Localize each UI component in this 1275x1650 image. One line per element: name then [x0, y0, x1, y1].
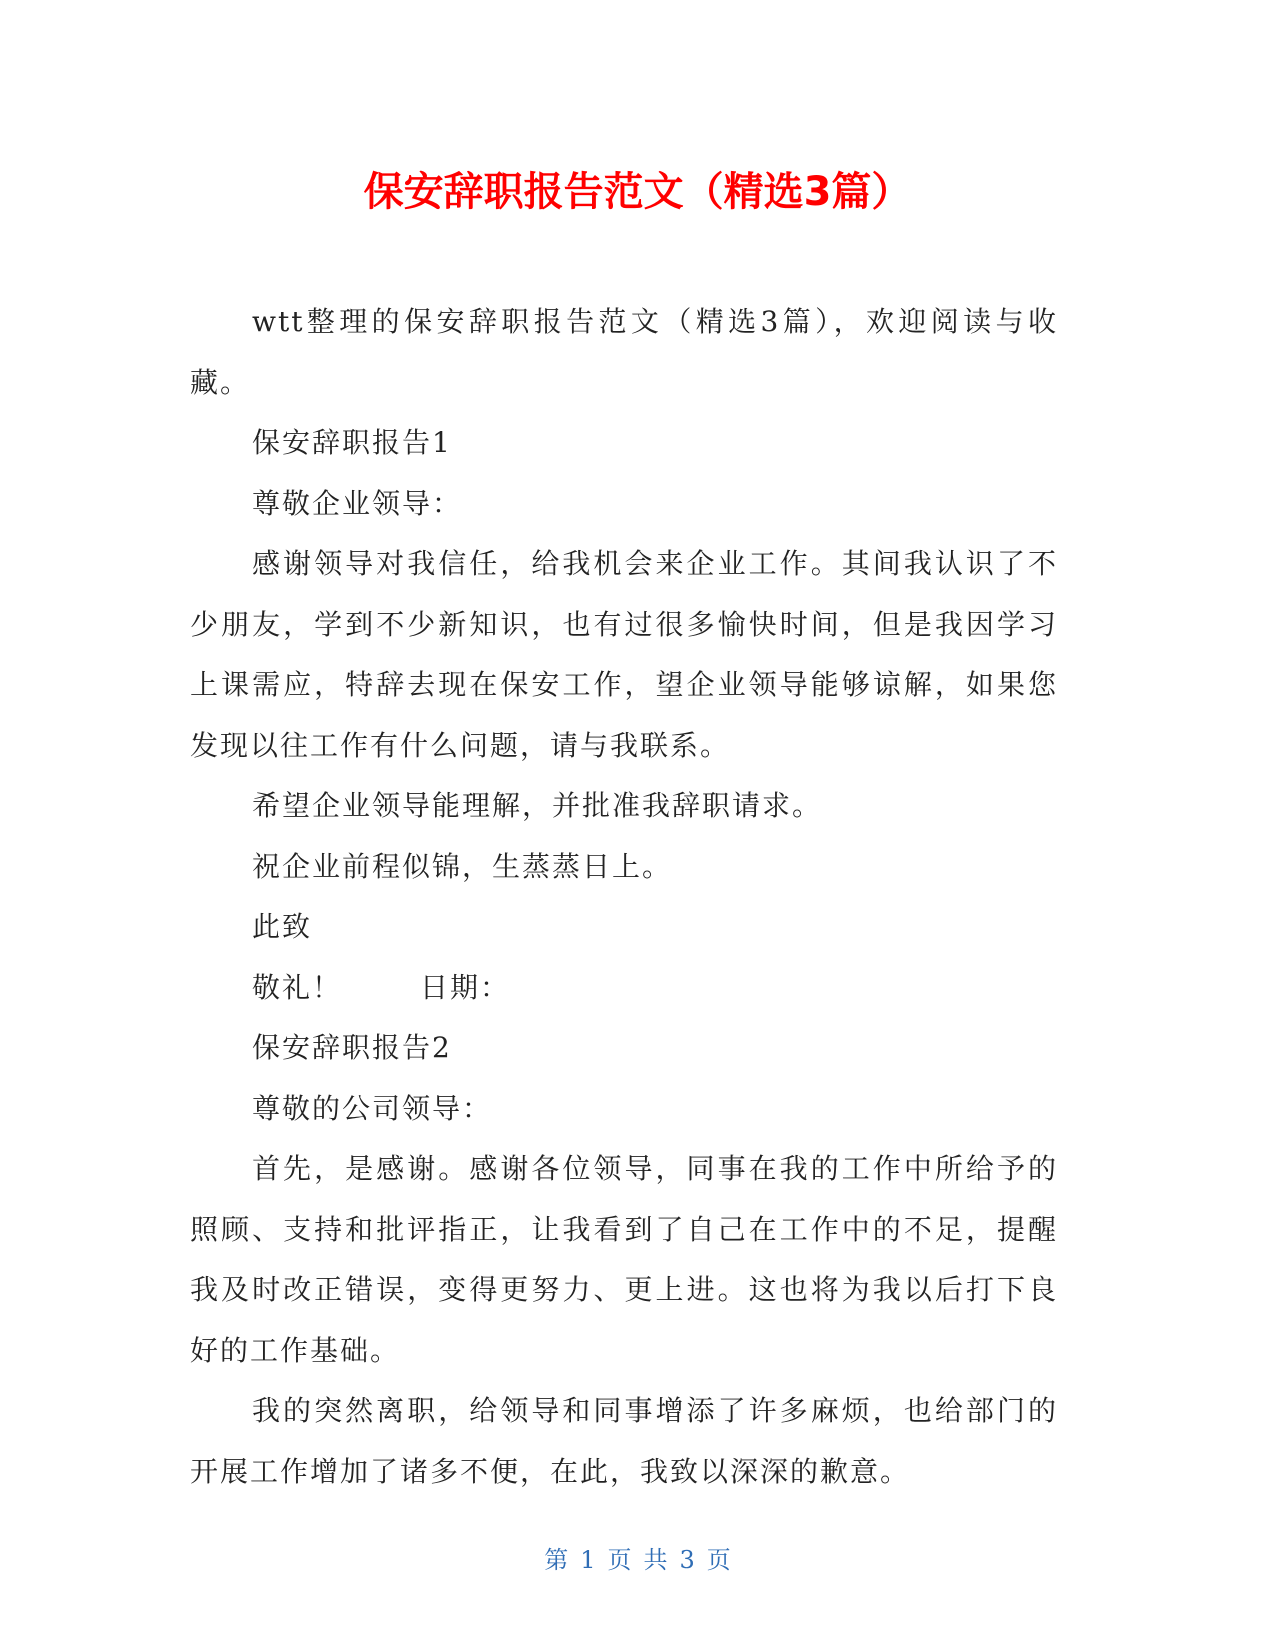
body-paragraph: 祝企业前程似锦，生蒸蒸日上。	[252, 849, 673, 883]
footer-page-current: 1	[580, 1546, 596, 1574]
date-label: 日期：	[420, 970, 511, 1004]
body-paragraph: 感谢领导对我信任，给我机会来企业工作。其间我认识了不少朋友，学到不少新知识，也有过很多愉快时间，但是我因学习上课需应，特辞去现在保安工作，望企业领导能够谅解，如果您发现以往工作有什么问题，请与我联系。	[190, 547, 1058, 762]
body-paragraph: 首先，是感谢。感谢各位领导，同事在我的工作中所给予的照顾、支持和批评指正，让我看到了自己在工作中的不足，提醒我及时改正错误，变得更努力、更上进。这也将为我以后打下良好的工作基础。	[190, 1152, 1058, 1367]
body-paragraph: 希望企业领导能理解，并批准我辞职请求。	[252, 789, 823, 822]
footer-page-mid: 页	[607, 1546, 632, 1574]
section-heading-1: 保安辞职报告1	[252, 426, 452, 459]
document-body	[190, 292, 1058, 1502]
section-heading-2: 保安辞职报告2	[252, 1031, 452, 1064]
closing-phrase: 此致	[252, 910, 313, 943]
footer-page-total: 3	[679, 1546, 695, 1574]
intro-paragraph: wtt整理的保安辞职报告范文（精选3篇），欢迎阅读与收藏。	[190, 305, 1058, 399]
footer-page-suffix: 页	[706, 1546, 731, 1574]
salutation-1: 尊敬企业领导：	[252, 486, 463, 520]
body-paragraph: 我的突然离职，给领导和同事增添了许多麻烦，也给部门的开展工作增加了诸多不便，在此，我致以深深的歉意。	[190, 1394, 1058, 1488]
footer-page-prefix: 第	[544, 1546, 569, 1574]
footer-total-prefix: 共	[643, 1546, 668, 1574]
document-title: 保安辞职报告范文（精选3篇）	[363, 169, 912, 215]
page-footer	[0, 1540, 1275, 1580]
closing-line	[190, 958, 1058, 1019]
closing-salute: 敬礼！	[252, 970, 343, 1004]
salutation-2: 尊敬的公司领导：	[252, 1091, 493, 1125]
